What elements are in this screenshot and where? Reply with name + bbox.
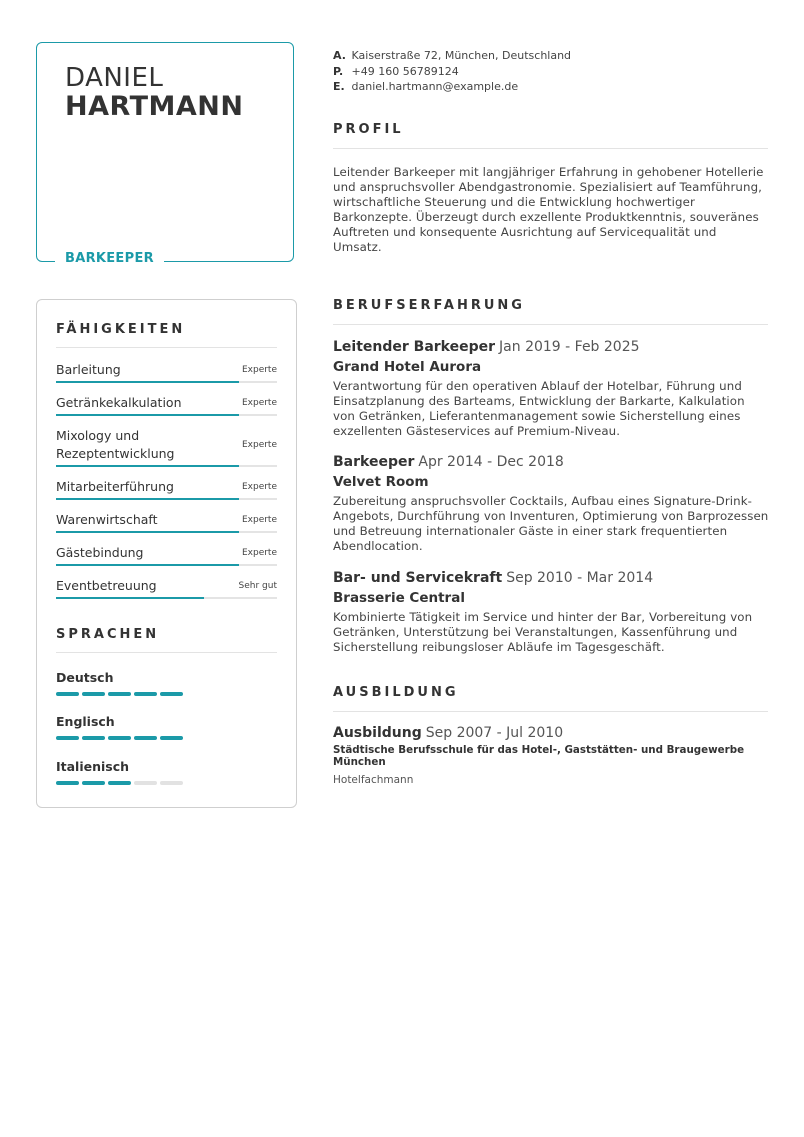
- job-company: Brasserie Central: [333, 590, 465, 606]
- skill-level: Experte: [241, 482, 277, 492]
- education-school: Städtische Berufsschule für das Hotel-, Gaststätten- und Braugewerbe München: [333, 744, 745, 768]
- skill-bar-fill: [56, 465, 239, 467]
- language-level-dots: [56, 781, 183, 785]
- language-level-dot: [56, 692, 79, 696]
- language-name: Englisch: [56, 714, 115, 729]
- skill-item: [56, 478, 277, 502]
- language-level-dot: [134, 736, 157, 740]
- language-name: Italienisch: [56, 759, 130, 774]
- skill-name: Gästebindung: [56, 545, 144, 560]
- job-title-line: [333, 338, 769, 356]
- job-title: Barkeeper: [333, 454, 415, 470]
- job-role: BARKEEPER: [55, 251, 164, 266]
- sidebar: [36, 299, 297, 808]
- language-level-dot: [56, 781, 79, 785]
- education-title-line: [333, 724, 773, 742]
- skill-level: Experte: [241, 515, 277, 525]
- skill-name: Getränkekalkulation: [56, 395, 182, 410]
- skill-bar: [56, 564, 277, 566]
- job-title: Leitender Barkeeper: [333, 339, 496, 355]
- language-level-dots: [56, 736, 183, 740]
- skill-level: Experte: [241, 398, 277, 408]
- language-level-dot: [134, 692, 157, 696]
- skill-name: Barleitung: [56, 362, 121, 377]
- skill-level: Sehr gut: [238, 581, 277, 591]
- skill-bar: [56, 414, 277, 416]
- language-name: Deutsch: [56, 670, 114, 685]
- email-value: daniel.hartmann@example.de: [351, 80, 519, 93]
- language-level-dot: [82, 692, 105, 696]
- language-level-dot: [160, 692, 183, 696]
- job-company: Grand Hotel Aurora: [333, 359, 482, 375]
- job-entry: [333, 453, 769, 554]
- name-box: [36, 42, 294, 266]
- skill-level: Experte: [241, 365, 277, 375]
- address-value: Kaiserstraße 72, München, Deutschland: [351, 49, 572, 62]
- skill-item: [56, 577, 277, 601]
- skill-bar-fill: [56, 564, 239, 566]
- skills-heading: FÄHIGKEITEN: [56, 322, 186, 337]
- language-level-dots: [56, 692, 183, 696]
- language-level-dot: [108, 692, 131, 696]
- job-description: Verantwortung für den operativen Ablauf der Hotelbar, Führung und Einsatzplanung des Barteams, Entwicklung der Barkarte, Kalkulation von Getränken, Lieferantenmanagement sowie Sicherstellung eines exzellenten Gästeservices auf Premium-Niveau.: [333, 379, 745, 438]
- education-entry: [333, 724, 773, 786]
- language-item: [56, 670, 277, 702]
- job-date: Sep 2010 - Mar 2014: [506, 570, 654, 586]
- language-level-dot: [160, 736, 183, 740]
- skill-item: [56, 544, 277, 568]
- job-entry: [333, 569, 769, 655]
- profile-text: Leitender Barkeeper mit langjähriger Erfahrung in gehobener Hotellerie und anspruchsvoller Abendgastronomie. Spezialisiert auf Teamführung, wirtschaftliche Steuerung und die Entwicklung hochwertiger Barkonzepte. Überzeugt durch exzellente Produktkenntnis, souveränes Auftreten und konsequente Ausrichtung auf Servicequalität und Umsatz.: [333, 165, 764, 254]
- education-date: Sep 2007 - Jul 2010: [425, 725, 564, 741]
- profile-heading: PROFIL: [333, 122, 404, 137]
- job-title-line: [333, 569, 769, 587]
- job-date: Jan 2019 - Feb 2025: [499, 339, 640, 355]
- skill-level: Experte: [241, 548, 277, 558]
- education-degree: Hotelfachmann: [333, 774, 414, 786]
- profile-divider: [333, 148, 768, 149]
- contact-block: [333, 48, 571, 95]
- experience-heading: BERUFSERFAHRUNG: [333, 298, 525, 313]
- job-entry: [333, 338, 769, 439]
- languages-divider: [56, 652, 277, 653]
- job-description: Kombinierte Tätigkeit im Service und hinter der Bar, Vorbereitung von Getränken, Unterstützung bei Veranstaltungen, Kassenführung und Sicherstellung reibungsloser Abläufe im Tagesgeschäft.: [333, 610, 753, 654]
- email-label: E.: [333, 80, 345, 93]
- skill-bar-fill: [56, 531, 239, 533]
- skill-bar-fill: [56, 381, 239, 383]
- education-heading: AUSBILDUNG: [333, 685, 459, 700]
- language-level-dot: [134, 781, 157, 785]
- phone-label: P.: [333, 64, 344, 78]
- language-level-dot: [160, 781, 183, 785]
- language-level-dot: [108, 736, 131, 740]
- language-level-dot: [82, 781, 105, 785]
- skill-bar: [56, 465, 277, 467]
- skill-bar: [56, 381, 277, 383]
- skill-name: Eventbetreuung: [56, 578, 157, 593]
- education-divider: [333, 711, 768, 712]
- skill-bar-fill: [56, 414, 239, 416]
- last-name: HARTMANN: [65, 91, 244, 122]
- contact-address: [333, 48, 571, 64]
- skill-bar: [56, 498, 277, 500]
- skill-bar: [56, 531, 277, 533]
- first-name: DANIEL: [65, 63, 164, 93]
- address-label: A.: [333, 49, 346, 62]
- skill-bar-fill: [56, 597, 204, 599]
- skill-bar-fill: [56, 498, 239, 500]
- skills-divider: [56, 347, 277, 348]
- skill-bar: [56, 597, 277, 599]
- language-level-dot: [82, 736, 105, 740]
- skill-item: [56, 361, 277, 385]
- skill-item: [56, 427, 277, 469]
- skill-item: [56, 394, 277, 418]
- skill-name: Warenwirtschaft: [56, 512, 158, 527]
- language-level-dot: [56, 736, 79, 740]
- job-title-line: [333, 453, 769, 471]
- contact-phone: [333, 64, 571, 80]
- job-date: Apr 2014 - Dec 2018: [418, 454, 564, 470]
- job-company: Velvet Room: [333, 474, 429, 490]
- experience-divider: [333, 324, 768, 325]
- skill-name: Mixology und Rezeptentwicklung: [56, 428, 175, 461]
- job-description: Zubereitung anspruchsvoller Cocktails, Aufbau eines Signature-Drink-Angebots, Durchführung von Inventuren, Optimierung von Barprozessen und Betreuung internationaler Gäste in einer stark frequentierten Abendlocation.: [333, 494, 769, 553]
- language-item: [56, 714, 277, 746]
- languages-heading: SPRACHEN: [56, 627, 160, 642]
- language-level-dot: [108, 781, 131, 785]
- skill-item: [56, 511, 277, 535]
- phone-value: +49 160 56789124: [351, 64, 459, 78]
- contact-email: [333, 79, 571, 95]
- skill-name: Mitarbeiterführung: [56, 479, 174, 494]
- language-item: [56, 759, 277, 791]
- skill-level: Experte: [241, 440, 277, 450]
- job-title: Bar- und Servicekraft: [333, 570, 503, 586]
- education-title: Ausbildung: [333, 725, 422, 741]
